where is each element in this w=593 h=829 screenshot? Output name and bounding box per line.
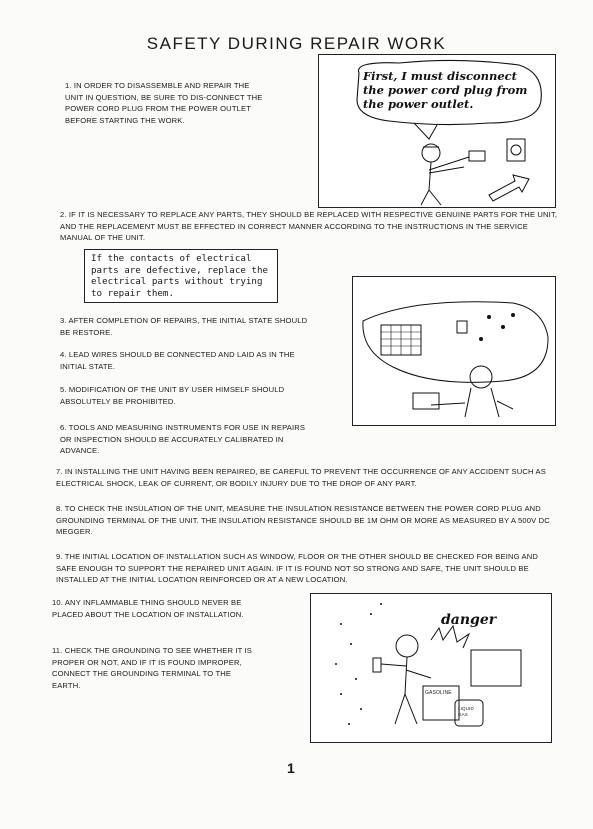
item-3: 3. AFTER COMPLETION OF REPAIRS, THE INITIAL STATE SHOULD BE RESTORE. <box>60 316 308 337</box>
item-8: 8. TO CHECK THE INSULATION OF THE UNIT, MEASURE THE INSULATION RESISTANCE BETWEEN THE POWER CORD PLUG AND GROUNDING TERMINAL OF THE UNIT. THE INSULATION RESISTANCE SHOULD BE 1M OHM OR MORE AS MEASURED BY A 500V DC MEGGER. <box>56 504 550 536</box>
page-number: 1 <box>287 760 295 776</box>
page-title: SAFETY DURING REPAIR WORK <box>146 34 447 53</box>
item-4: 4. LEAD WIRES SHOULD BE CONNECTED AND LAID AS IN THE INITIAL STATE. <box>60 350 295 371</box>
danger-sign-text: danger <box>441 612 497 628</box>
speech-bubble-text: First, I must disconnect the power cord plug from the power outlet. <box>363 69 528 111</box>
note-box-text: If the contacts of electrical parts are defective, replace the electrical parts without trying to repair them. <box>91 253 269 299</box>
note-box <box>84 249 278 303</box>
item-6: 6. TOOLS AND MEASURING INSTRUMENTS FOR USE IN REPAIRS OR INSPECTION SHOULD BE ACCURATELY CALIBRATED IN ADVANCE. <box>60 423 306 455</box>
danger-drawing <box>311 594 551 742</box>
item-5: 5. MODIFICATION OF THE UNIT BY USER HIMSELF SHOULD ABSOLUTELY BE PROHIBITED. <box>60 385 285 406</box>
illustration-danger <box>310 593 552 743</box>
gasoline-can-label: GASOLINE <box>425 690 452 696</box>
item-10: 10. ANY INFLAMMABLE THING SHOULD NEVER BE PLACED ABOUT THE LOCATION OF INSTALLATION. <box>52 598 244 619</box>
illustration-defective-parts <box>352 276 556 426</box>
defective-parts-drawing <box>353 277 555 425</box>
illustration-disconnect-plug <box>318 54 556 208</box>
item-9: 9. THE INITIAL LOCATION OF INSTALLATION SUCH AS WINDOW, FLOOR OR THE OTHER SHOULD BE CHECKED FOR BEING AND SAFE ENOUGH TO SUPPORT THE REPAIRED UNIT AGAIN. IF IT IS FOUND NOT SO STRONG AND SAFE, THE UNIT SHOULD BE INSTALLED AT THE INITIAL LOCATION REINFORCED OR AT A NEW LOCATION. <box>56 552 538 584</box>
item-11: 11. CHECK THE GROUNDING TO SEE WHETHER IT IS PROPER OR NOT, AND IF IT IS FOUND IMPROPER, CONNECT THE GROUNDING TERMINAL TO THE EARTH. <box>52 646 252 690</box>
item-2: 2. IF IT IS NECESSARY TO REPLACE ANY PARTS, THEY SHOULD BE REPLACED WITH RESPECTIVE GENUINE PARTS FOR THE UNIT, AND THE REPLACEMENT MUST BE EFFECTED IN CORRECT MANNER ACCORDING TO THE INSTRUCTIONS IN THE SERVICE MANUAL OF THE UNIT. <box>60 210 558 242</box>
liquid-gas-label: LIQUID GAS <box>458 706 474 717</box>
item-7: 7. IN INSTALLING THE UNIT HAVING BEEN REPAIRED, BE CAREFUL TO PREVENT THE OCCURRENCE OF ANY ACCIDENT SUCH AS ELECTRICAL SHOCK, LEAK OF CURRENT, OR BODILY INJURY DUE TO THE DROP OF ANY PART. <box>56 467 546 488</box>
item-1: 1. IN ORDER TO DISASSEMBLE AND REPAIR THE UNIT IN QUESTION, BE SURE TO DIS-CONNECT THE POWER CORD PLUG FROM THE POWER OUTLET BEFORE STARTING THE WORK. <box>65 81 263 125</box>
